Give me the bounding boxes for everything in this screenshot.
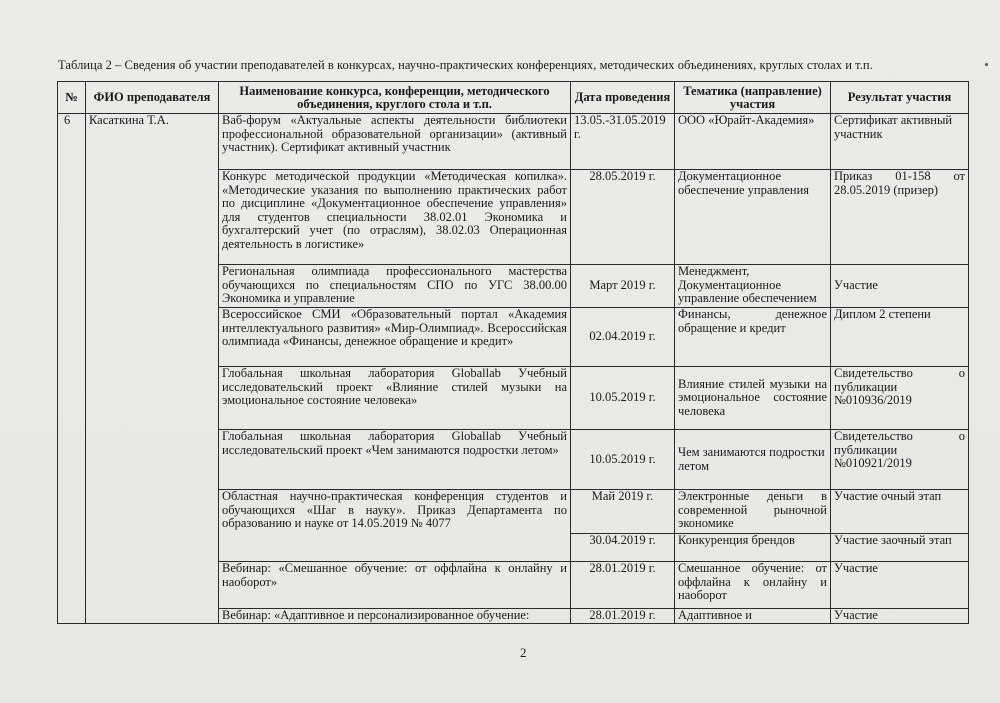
event-name: Глобальная школьная лаборатория Globallab Учебный исследовательский проект «Чем занимаются подростки летом» (219, 430, 571, 490)
header-date: Дата проведения (571, 82, 675, 114)
table-row (58, 114, 969, 170)
event-date: 13.05.-31.05.2019 г. (571, 114, 675, 170)
event-topic: Документационное обеспечение управления (675, 170, 831, 265)
header-topic: Тематика (направление) участия (675, 82, 831, 114)
event-result: Участие (831, 609, 969, 624)
participation-table (57, 81, 969, 624)
event-date: 10.05.2019 г. (571, 367, 675, 430)
event-date: 02.04.2019 г. (571, 308, 675, 367)
table-caption: Таблица 2 – Сведения об участии преподавателей в конкурсах, научно-практических конференциях, методических объединениях, круглых столах и т.п. (58, 58, 873, 72)
event-name: Всероссийское СМИ «Образовательный портал «Академия интеллектуального развития» «Мир-Олимпиад». Всероссийская олимпиада «Финансы, денежное обращение и кредит» (219, 308, 571, 367)
event-name: Областная научно-практическая конференция студентов и обучающихся «Шаг в науку». Приказ Департамента по образованию и науке от 14.05.2019 № 4077 (219, 490, 571, 562)
header-result: Результат участия (831, 82, 969, 114)
teacher-num: 6 (58, 114, 86, 624)
scan-speck (985, 63, 988, 66)
event-name: Вебинар: «Адаптивное и персонализированное обучение: (219, 609, 571, 624)
page-number: 2 (520, 645, 527, 660)
event-result: Диплом 2 степени (831, 308, 969, 367)
event-date: 10.05.2019 г. (571, 430, 675, 490)
event-topic: ООО «Юрайт-Академия» (675, 114, 831, 170)
event-date: 30.04.2019 г. (571, 534, 675, 562)
event-result: Свидетельство о публикации №010936/2019 (831, 367, 969, 430)
header-fio: ФИО преподавателя (86, 82, 219, 114)
event-date: Май 2019 г. (571, 490, 675, 534)
event-date: 28.01.2019 г. (571, 562, 675, 609)
event-topic: Конкуренция брендов (675, 534, 831, 562)
event-topic: Чем занимаются подростки летом (675, 430, 831, 490)
event-topic: Смешанное обучение: от оффлайна к онлайну и наоборот (675, 562, 831, 609)
event-date: 28.05.2019 г. (571, 170, 675, 265)
event-topic: Электронные деньги в современной рыночной экономике (675, 490, 831, 534)
event-name: Ваб-форум «Актуальные аспекты деятельности библиотеки профессиональной образовательной организации» (активный участник). Сертификат активный участник (219, 114, 571, 170)
event-topic: Менеджмент, Документационное управление обеспечением (675, 265, 831, 308)
event-name: Конкурс методической продукции «Методическая копилка». «Методические указания по выполнению практических работ по дисциплине «Документационное обеспечение управления» для студентов специальности 38.02.01 Экономика и бухгалтерский учет (по отраслям), 38.02.03 Операционная деятельность в логистике» (219, 170, 571, 265)
event-result: Сертификат активный участник (831, 114, 969, 170)
event-topic: Финансы, денежное обращение и кредит (675, 308, 831, 367)
event-result: Приказ 01-158 от 28.05.2019 (призер) (831, 170, 969, 265)
event-date: 28.01.2019 г. (571, 609, 675, 624)
event-result: Участие заочный этап (831, 534, 969, 562)
event-date: Март 2019 г. (571, 265, 675, 308)
event-name: Глобальная школьная лаборатория Globallab Учебный исследовательский проект «Влияние стилей музыки на эмоциональное состояние человека» (219, 367, 571, 430)
event-result: Свидетельство о публикации №010921/2019 (831, 430, 969, 490)
event-topic: Влияние стилей музыки на эмоциональное состояние человека (675, 367, 831, 430)
header-name: Наименование конкурса, конференции, методического объединения, круглого стола и т.п. (219, 82, 571, 114)
event-result: Участие очный этап (831, 490, 969, 534)
table-header-row (58, 82, 969, 114)
event-result: Участие (831, 562, 969, 609)
teacher-fio: Касаткина Т.А. (86, 114, 219, 624)
header-num: № (58, 82, 86, 114)
event-topic: Адаптивное и (675, 609, 831, 624)
event-result: Участие (831, 265, 969, 308)
event-name: Вебинар: «Смешанное обучение: от оффлайна к онлайну и наоборот» (219, 562, 571, 609)
event-name: Региональная олимпиада профессионального мастерства обучающихся по специальностям СПО по УГС 38.00.00 Экономика и управление (219, 265, 571, 308)
